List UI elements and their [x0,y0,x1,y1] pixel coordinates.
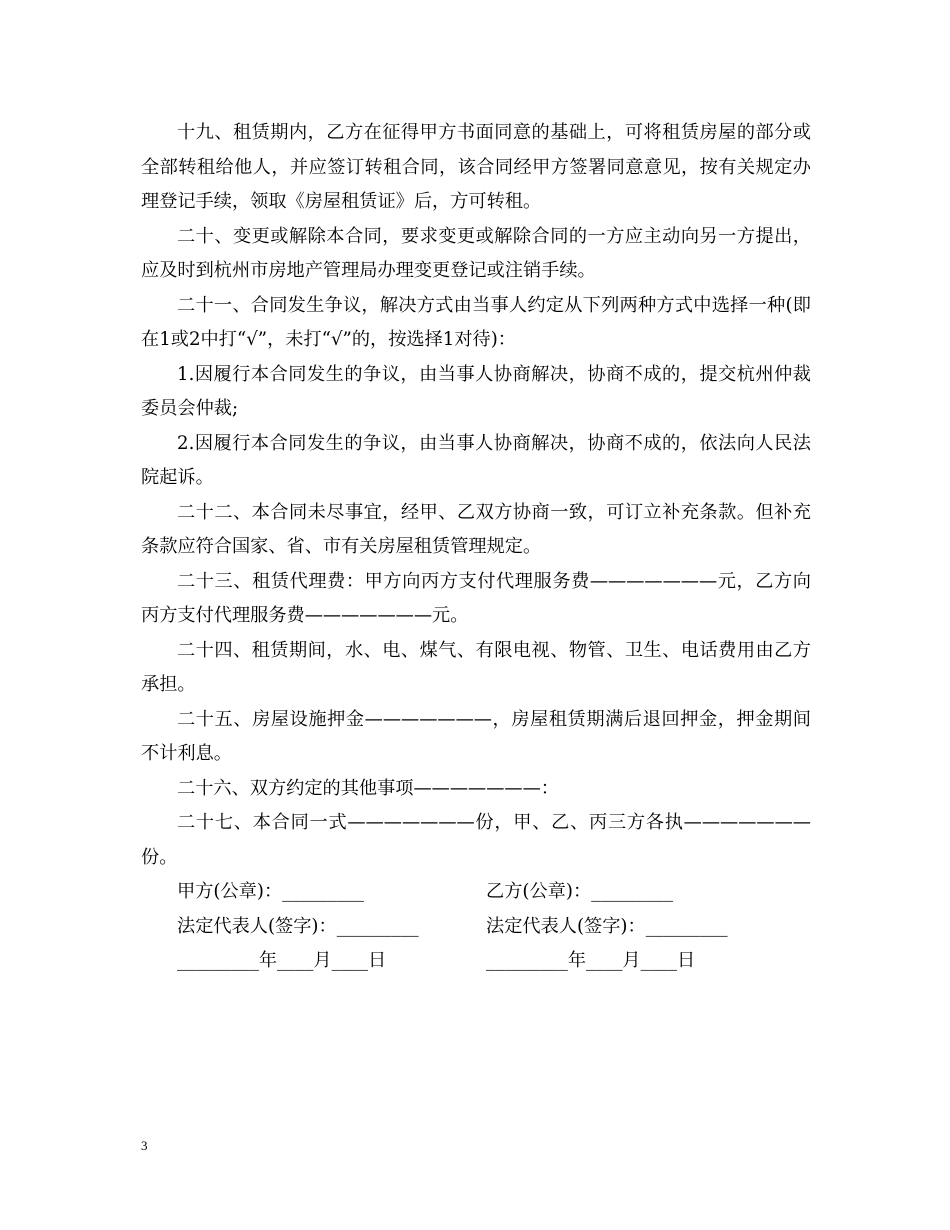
signature-row-seal [141,875,811,910]
clause-23: 二十三、租赁代理费：甲方向丙方支付代理服务费———————元，乙方向丙方支付代理服务费———————元。 [141,570,811,626]
clause-21-option-1: 1.因履行本合同发生的争议，由当事人协商解决，协商不成的，提交杭州仲裁委员会仲裁; [141,363,811,419]
clause-20: 二十、变更或解除本合同，要求变更或解除合同的一方应主动向另一方提出，应及时到杭州市房地产管理局办理变更登记或注销手续。 [141,225,811,281]
party-b-date-field: _________年____月____日 [486,950,696,971]
party-b-representative-field: 法定代表人(签字)：_________ [486,915,728,937]
clause-27: 二十七、本合同一式———————份，甲、乙、丙三方各执———————份。 [141,812,811,868]
party-a-date-field: _________年____月____日 [177,950,387,971]
signature-row-representative [141,910,811,945]
clause-21-option-2: 2.因履行本合同发生的争议，由当事人协商解决，协商不成的，依法向人民法院起诉。 [141,432,811,488]
party-a-seal-field: 甲方(公章)：_________ [177,881,364,902]
clause-26: 二十六、双方约定的其他事项———————： [177,777,559,799]
document-body [141,116,811,979]
clause-22: 二十二、本合同未尽事宜，经甲、乙双方协商一致，可订立补充条款。但补充条款应符合国家、省、市有关房屋租赁管理规定。 [141,501,811,557]
clause-21: 二十一、合同发生争议，解决方式由当事人约定从下列两种方式中选择一种(即在1或2中打“√”，未打“√”的，按选择1对待)： [141,294,811,350]
party-a-representative-field: 法定代表人(签字)：_________ [177,915,419,937]
signature-row-date [141,944,811,979]
clause-25: 二十五、房屋设施押金———————，房屋租赁期满后退回押金，押金期间不计利息。 [141,708,811,764]
party-b-seal-field: 乙方(公章)：_________ [486,881,673,902]
clause-19: 十九、租赁期内，乙方在征得甲方书面同意的基础上，可将租赁房屋的部分或全部转租给他人，并应签订转租合同，该合同经甲方签署同意意见，按有关规定办理登记手续，领取《房屋租赁证》后，方可转租。 [141,122,811,212]
clause-24: 二十四、租赁期间，水、电、煤气、有限电视、物管、卫生、电话费用由乙方承担。 [141,639,811,695]
page-number: 3 [141,1138,148,1153]
